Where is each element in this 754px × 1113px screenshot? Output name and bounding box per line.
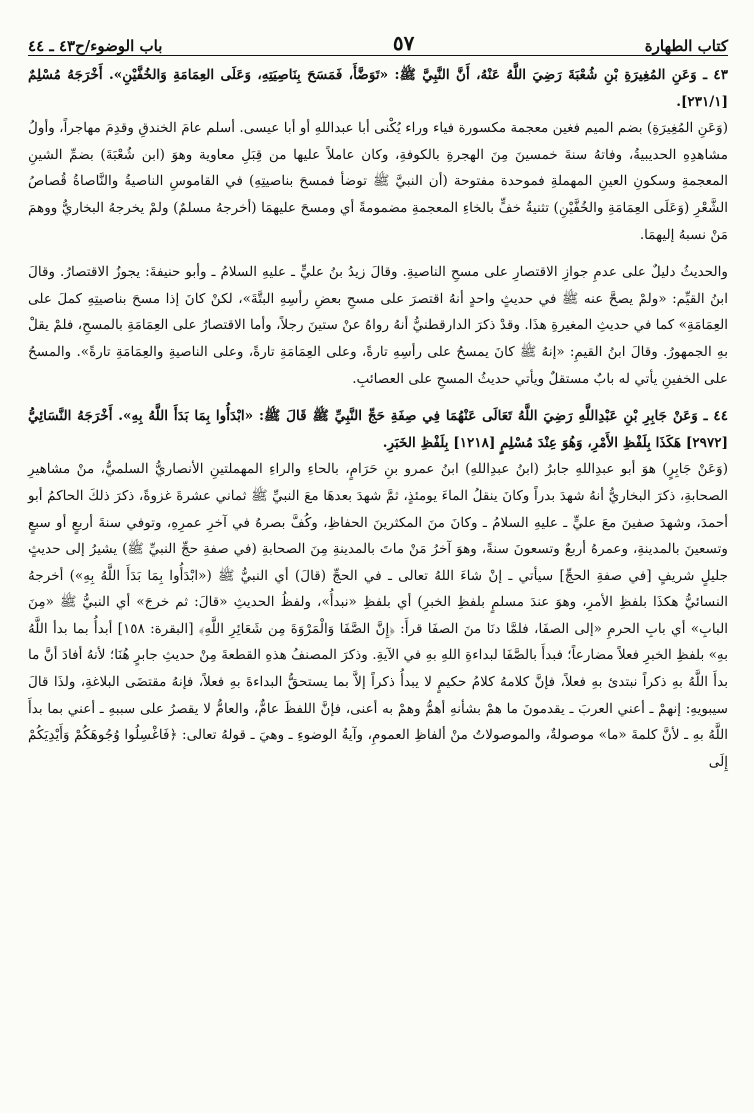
hadith-44: ٤٤ ـ وَعَنْ جَابِرِ بْنِ عَبْدِاللَّهِ رَضِيَ اللَّهُ تَعَالَى عَنْهُمَا فِي صِفَةِ حَجِّ النَّبِيِّ ﷺ قَالَ ﷺ: «ابْدَأُوا بِمَا بَدَأَ اللَّهُ بِهِ». أَخْرَجَهُ النَّسَائِيُّ [٢٩٧٢] هَكَذَا بِلَفْظِ الأَمْرِ، وَهُوَ عِنْدَ مُسْلِمٍ [١٢١٨] بِلَفْظِ الخَبَرِ. <box>28 408 728 451</box>
chapter-reference: باب الوضوء/ح٤٣ ـ ٤٤ <box>28 37 163 55</box>
page-content <box>28 56 728 775</box>
commentary-paragraph: والحديثُ دليلٌ على عدمِ جوازِ الاقتصارِ على مسحِ الناصيةِ. وقالَ زيدُ بنُ عليٍّ ـ عليهِ السلامُ ـ وأبو حنيفةَ: يجوزُ الاقتصارُ. وقالَ ابنُ القيِّم: «ولمْ يصحَّ عنه ﷺ في حديثٍ واحدٍ أنهُ اقتصرَ على مسحِ بعضِ رأسِهِ البتَّةَ»، لكنْ كانَ إذا مسحَ بناصيتِهِ كملَ على العِمَامَةِ» كما في حديثِ المغيرةِ هذَا. وقدْ ذكرَ الدارقطنيُّ أنهُ رواهُ عنْ ستينَ رجلاً، وأما الاقتصارُ على العِمَامَةِ بالمسحِ، فلمْ يقلْ بهِ الجمهورُ. وقالَ ابنُ القيمِ: «إنهُ ﷺ كانَ يمسحُ على رأسِهِ تارةً، وعلى العِمَامَةِ تارةً، وعلى الناصيةِ والعِمَامَةِ تارةً». والمسحُ على الخفينِ يأتي له بابٌ مستقلٌ ويأتي حديثُ المسحِ على العصائبِ. <box>28 264 728 387</box>
page-header <box>28 0 728 56</box>
book-title: كتاب الطهارة <box>644 37 728 55</box>
commentary-paragraph: (وَعَنِ المُغِيرَةِ) بضم الميم فغين معجمة مكسورة فياء وراء يُكْنى أبا عبداللهِ أو أبا عيسى. أسلم عامَ الخندقِ وقدِمَ مهاجراً، وأولُ مشاهدِهِ الحديبيةُ، وفاتهُ سنةَ خمسينَ مِنَ الهجرةِ بالكوفةِ، وكان عاملاً عليها من قِبَلِ معاوية وهوَ (ابن شُعْبَةَ) بضمِّ الشينِ المعجمةِ وسكونِ العينِ المهملةِ فموحدة مفتوحة (أن النبيَّ ﷺ توضأ فمسحَ بناصيتِهِ) في القاموسِ الناصيةُ والنَّاصاةُ قُصاصُ الشَّعْرِ (وَعَلَى العِمَامَةِ والخُفَّيْنِ) تثنيةُ خفٍّ بالخاءِ المعجمةِ مضمومةً أي ومسحَ عليهمَا (أخرجهُ مسلمٌ) ولمْ يخرجهُ البخاريُّ ووهمَ مَنْ نسبهُ إليهمَا. <box>28 120 728 243</box>
hadith-43: ٤٣ ـ وَعَنِ المُغِيرَةِ بْنِ شُعْبَةَ رَضِيَ اللَّهُ عَنْهُ، أَنَّ النَّبِيَّ ﷺ: «تَوَضَّأَ، فَمَسَحَ بِنَاصِيَتِهِ، وَعَلَى العِمَامَةِ وَالخُفَّيْنِ». أَخْرَجَهُ مُسْلِمٌ [٢٣١/١]. <box>28 67 728 110</box>
paragraph-gap <box>28 248 728 259</box>
page-number: ٥٧ <box>392 31 415 55</box>
paragraph-gap <box>28 392 728 403</box>
commentary-paragraph: (وَعَنْ جَابِرٍ) هوَ أبو عبدِاللهِ جابرُ (ابنُ عبدِاللهِ) ابنُ عمرو بنِ حَرَامٍ، بالحاءِ والراءِ المهملتينِ الأنصاريُّ السلميُّ، منْ مشاهيرِ الصحابةِ، ذكرَ البخاريُّ أنهُ شهدَ بدراً وكانَ ينقلُ الماءَ يومئذٍ، ثمَّ شهدَ بعدهَا معَ النبيِّ ﷺ ثماني عشرةَ غزوةً، ذكرَ ذلكَ الحاكمُ أبو أحمدَ، وشهدَ صفينَ معَ عليٍّ ـ عليهِ السلامُ ـ وكانَ منَ المكثرينَ الحفاظِ، وكُفَّ بصرهُ في آخرِ عمرِهِ، وتوفي سنةَ أربعٍ أو سبعٍ وتسعينَ بالمدينةِ، وعمرهُ أربعٌ وتسعونَ سنةً، وهوَ آخرُ مَنْ ماتَ بالمدينةِ مِنَ الصحابةِ (في صفةِ حجِّ النبيِّ ﷺ) يشيرُ إلى حديثٍ جليلٍ شريفٍ [في صفةِ الحجِّ] سيأتي ـ إنْ شاءَ اللهُ تعالى ـ في الحجِّ (قالَ) أي النبيُّ ﷺ («ابْدَأُوا بِمَا بَدَأَ اللَّهُ بِهِ») أخرجهُ النسائيُّ هكذَا بلفظِ الأمرِ، وهوَ عندَ مسلمٍ بلفظِ الخبرِ) أي بلفظِ «نبدأُ»، ولفظُ الحديثِ «قالَ: ثم خرجَ» أي النبيُّ ﷺ «مِنَ البابِ» أي بابِ الحرمِ «إلى الصفَا، فلمَّا دنَا منَ الصفَا قرأَ: ﴿إِنَّ الصَّفَا وَالْمَرْوَةَ مِن شَعَائِرِ اللَّهِ﴾ [البقرة: ١٥٨] أبدأُ بما بدأ اللَّهُ بهِ» بلفظِ الخبرِ فعلاً مضارعاً؛ فبدأَ بالصَّفَا لبداءةِ اللهِ بهِ في الآيةِ. وذكرَ المصنفُ هذهِ القطعةَ مِنْ حديثِ جابرٍ هُنَا؛ لأنهُ أفادَ أنَّ ما بدأَ اللَّهُ بهِ ذكراً نبتدئ بهِ فعلاً، فإنَّ كلامهُ كلامُ حكيمٍ لا يبدأُ ذكراً إلاَّ بما يستحقُّ البداءةَ بهِ فعلاً، فإنهُ مقتضَى البلاغةِ، ولذَا قالَ سيبويهِ: إنهمْ ـ أعني العربَ ـ يقدمونَ ما همْ بشأنهِ أهمُّ وهمْ به أعنى، فإنَّ اللفظَ عامٌّ، والعامُّ لا يقصرُ على سببهِ ـ أعني بما بدأَ اللَّهُ بهِ ـ لأنَّ كلمةَ «ما» موصولةٌ، والموصولاتُ منْ ألفاظِ العمومِ، وآيةُ الوضوءِ ـ وهيَ ـ قولهُ تعالى: ﴿فَاغْسِلُوا وُجُوهَكُمْ وَأَيْدِيَكُمْ إِلَى <box>28 461 728 770</box>
